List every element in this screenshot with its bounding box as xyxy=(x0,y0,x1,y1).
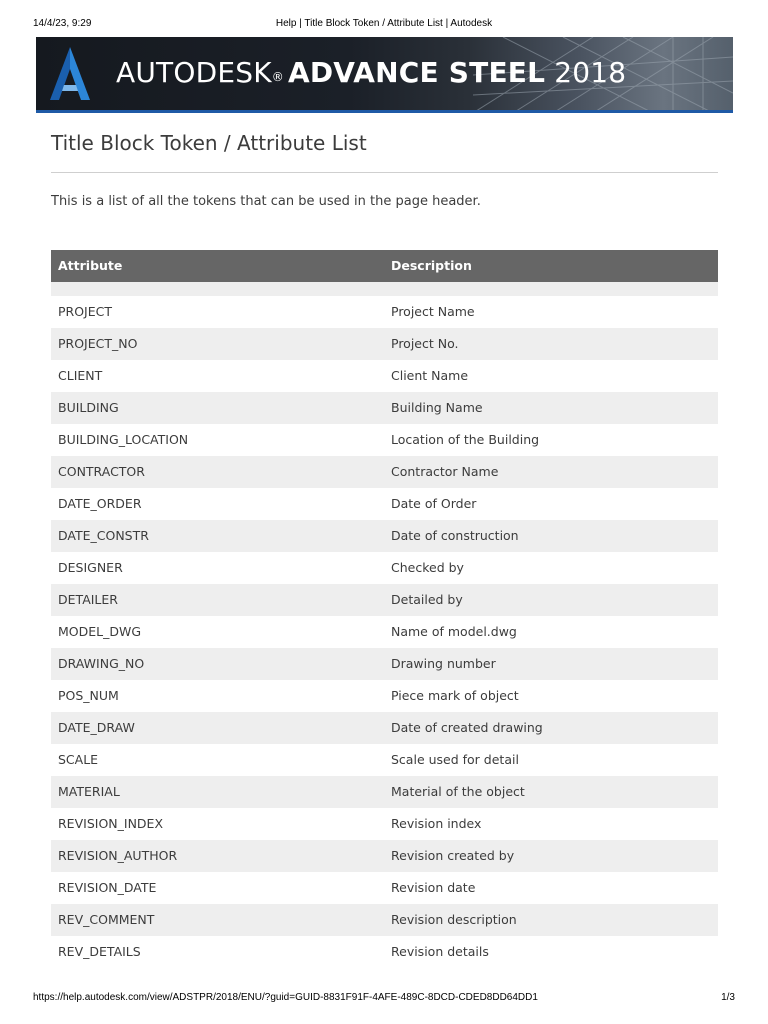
attribute-cell: MODEL_DWG xyxy=(58,624,142,639)
table-row xyxy=(51,488,718,520)
brand-autodesk: AUTODESK xyxy=(116,56,272,89)
table-header-row xyxy=(51,250,718,282)
description-cell: Revision description xyxy=(384,904,718,936)
brand-product: ADVANCE STEEL xyxy=(287,56,546,89)
print-date: 14/4/23, 9:29 xyxy=(33,18,92,29)
description-cell: Project No. xyxy=(384,328,718,360)
description-cell: Checked by xyxy=(391,560,464,575)
table-row xyxy=(51,680,718,712)
description-cell: Detailed by xyxy=(384,584,718,616)
attribute-cell: REV_COMMENT xyxy=(51,904,384,936)
table-row xyxy=(51,424,718,456)
table-row xyxy=(51,712,718,744)
attribute-cell: SCALE xyxy=(58,752,99,767)
attribute-cell: CLIENT xyxy=(58,368,103,383)
description-cell: Revision date xyxy=(391,880,476,895)
attribute-cell: BUILDING_LOCATION xyxy=(58,432,189,447)
description-cell: Location of the Building xyxy=(391,432,540,447)
table-row xyxy=(51,936,718,968)
attribute-cell: POS_NUM xyxy=(58,688,119,703)
description-cell: Piece mark of object xyxy=(391,688,519,703)
attribute-cell: DETAILER xyxy=(51,584,384,616)
attribute-cell: REV_DETAILS xyxy=(58,944,141,959)
table-row xyxy=(51,648,718,680)
table-row xyxy=(51,776,718,808)
attribute-table xyxy=(51,250,718,968)
print-url: https://help.autodesk.com/view/ADSTPR/2018/ENU/?guid=GUID-8831F91F-4AFE-489C-8DCD-CDED8DD64DD1 xyxy=(33,992,538,1003)
page-counter: 1/3 xyxy=(721,992,735,1003)
table-row xyxy=(51,808,718,840)
table-row xyxy=(51,584,718,616)
description-cell: Revision index xyxy=(391,816,482,831)
brand-year: 2018 xyxy=(554,56,627,89)
table-row xyxy=(51,296,718,328)
page-title: Title Block Token / Attribute List xyxy=(51,131,367,155)
description-cell: Drawing number xyxy=(384,648,718,680)
table-row xyxy=(51,904,718,936)
table-row xyxy=(51,392,718,424)
description-cell: Building Name xyxy=(384,392,718,424)
banner-stripe xyxy=(36,110,733,113)
table-row xyxy=(51,456,718,488)
attribute-cell: DATE_ORDER xyxy=(58,496,142,511)
description-cell: Name of model.dwg xyxy=(391,624,517,639)
attribute-cell: PROJECT_NO xyxy=(51,328,384,360)
description-cell: Contractor Name xyxy=(384,456,718,488)
table-row xyxy=(51,744,718,776)
column-header-attribute: Attribute xyxy=(51,250,384,282)
attribute-cell: REVISION_INDEX xyxy=(58,816,164,831)
attribute-cell: DRAWING_NO xyxy=(51,648,384,680)
registered-mark: ® xyxy=(271,70,284,84)
table-row xyxy=(51,872,718,904)
attribute-cell: DATE_CONSTR xyxy=(51,520,384,552)
table-row xyxy=(51,840,718,872)
attribute-cell: MATERIAL xyxy=(51,776,384,808)
attribute-cell: CONTRACTOR xyxy=(51,456,384,488)
column-header-description: Description xyxy=(384,250,718,282)
title-divider xyxy=(51,172,718,173)
table-row xyxy=(51,552,718,584)
table-spacer-row xyxy=(51,282,718,296)
print-page-title: Help | Title Block Token / Attribute List | Autodesk xyxy=(275,18,493,29)
attribute-cell: DATE_DRAW xyxy=(51,712,384,744)
description-cell: Date of construction xyxy=(384,520,718,552)
intro-text: This is a list of all the tokens that can be used in the page header. xyxy=(51,194,481,209)
description-cell: Revision created by xyxy=(384,840,718,872)
table-row xyxy=(51,328,718,360)
attribute-cell: DESIGNER xyxy=(58,560,123,575)
description-cell: Material of the object xyxy=(384,776,718,808)
product-name xyxy=(116,55,626,91)
description-cell: Date of Order xyxy=(391,496,477,511)
description-cell: Scale used for detail xyxy=(391,752,519,767)
print-footer xyxy=(33,992,735,1006)
attribute-cell: BUILDING xyxy=(51,392,384,424)
attribute-cell: REVISION_AUTHOR xyxy=(51,840,384,872)
description-cell: Revision details xyxy=(391,944,489,959)
attribute-cell: REVISION_DATE xyxy=(58,880,157,895)
product-banner xyxy=(36,37,733,113)
autodesk-a-logo-icon xyxy=(50,47,90,100)
table-row xyxy=(51,360,718,392)
description-cell: Client Name xyxy=(391,368,469,383)
attribute-cell: PROJECT xyxy=(58,304,113,319)
description-cell: Date of created drawing xyxy=(384,712,718,744)
description-cell: Project Name xyxy=(391,304,475,319)
print-header xyxy=(33,18,735,32)
table-row xyxy=(51,616,718,648)
table-row xyxy=(51,520,718,552)
